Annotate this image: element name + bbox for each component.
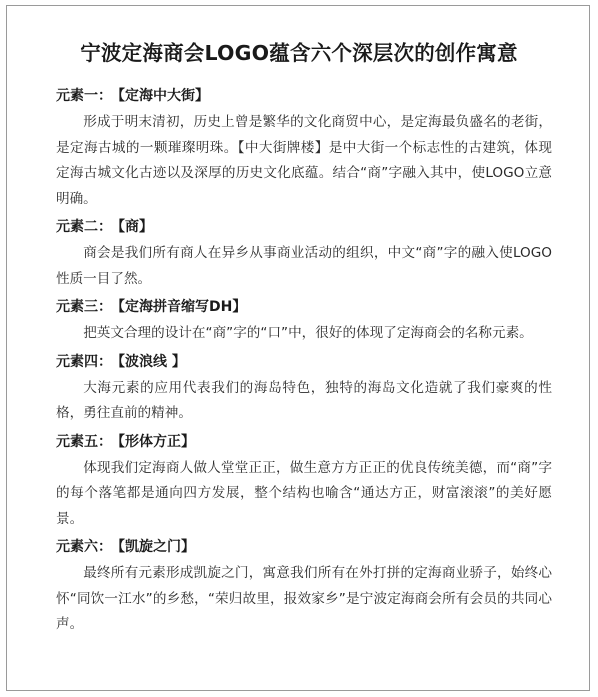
section-name: 【形体方正】	[118, 433, 195, 450]
section-paragraph: 体现我们定海商人做人堂堂正正，做生意方方正正的优良传统美德，而“商”字的每个落笔都是通向四方发展，整个结构也喻含“通达方正，财富滚滚”的美好愿景。	[56, 459, 552, 527]
section-name: 【波浪线 】	[118, 353, 186, 370]
section-heading	[56, 213, 552, 241]
section-name: 【商】	[118, 219, 153, 235]
section-heading	[56, 533, 552, 561]
section-name: 【定海拼音缩写DH】	[118, 299, 247, 315]
section-element-5	[56, 428, 552, 533]
section-paragraph: 商会是我们所有商人在异乡从事商业活动的组织，中文“商”字的融入使LOGO性质一目了然。	[56, 245, 552, 287]
section-paragraph: 把英文合理的设计在“商”字的“口”中，很好的体现了定海商会的名称元素。	[83, 325, 533, 341]
section-label: 元素三：	[56, 299, 112, 315]
section-label: 元素二：	[56, 219, 112, 235]
section-element-2	[56, 213, 552, 292]
section-element-6	[56, 533, 552, 638]
section-element-3	[56, 293, 552, 347]
section-name: 【定海中大街】	[118, 88, 209, 104]
section-element-1	[56, 82, 552, 212]
section-element-4	[56, 348, 552, 427]
section-label: 元素四：	[56, 353, 112, 370]
section-heading	[56, 293, 552, 321]
section-label: 元素五：	[56, 433, 112, 450]
document-body	[56, 82, 552, 639]
page-title: 宁波定海商会LOGO蕴含六个深层次的创作寓意	[80, 41, 518, 65]
section-paragraph: 形成于明末清初，历史上曾是繁华的文化商贸中心，是定海最负盛名的老街，是定海古城的一颗璀璨明珠。【中大街牌楼】是中大街一个标志性的古建筑，体现定海古城文化古迹以及深厚的历史文化底蕴。结合“商”字融入其中，使LOGO立意明确。	[56, 114, 552, 207]
section-heading	[56, 82, 552, 110]
section-label: 元素六：	[56, 539, 112, 555]
section-paragraph: 大海元素的应用代表我们的海岛特色，独特的海岛文化造就了我们豪爽的性格，勇往直前的精神。	[56, 379, 552, 421]
section-name: 【凯旋之门】	[118, 539, 195, 555]
section-label: 元素一：	[56, 88, 112, 104]
section-heading	[56, 428, 552, 456]
section-paragraph: 最终所有元素形成凯旋之门，寓意我们所有在外打拼的定海商业骄子，始终心怀“同饮一江水”的乡愁，“荣归故里，报效家乡”是宁波定海商会所有会员的共同心声。	[56, 565, 552, 632]
section-heading	[56, 348, 552, 376]
